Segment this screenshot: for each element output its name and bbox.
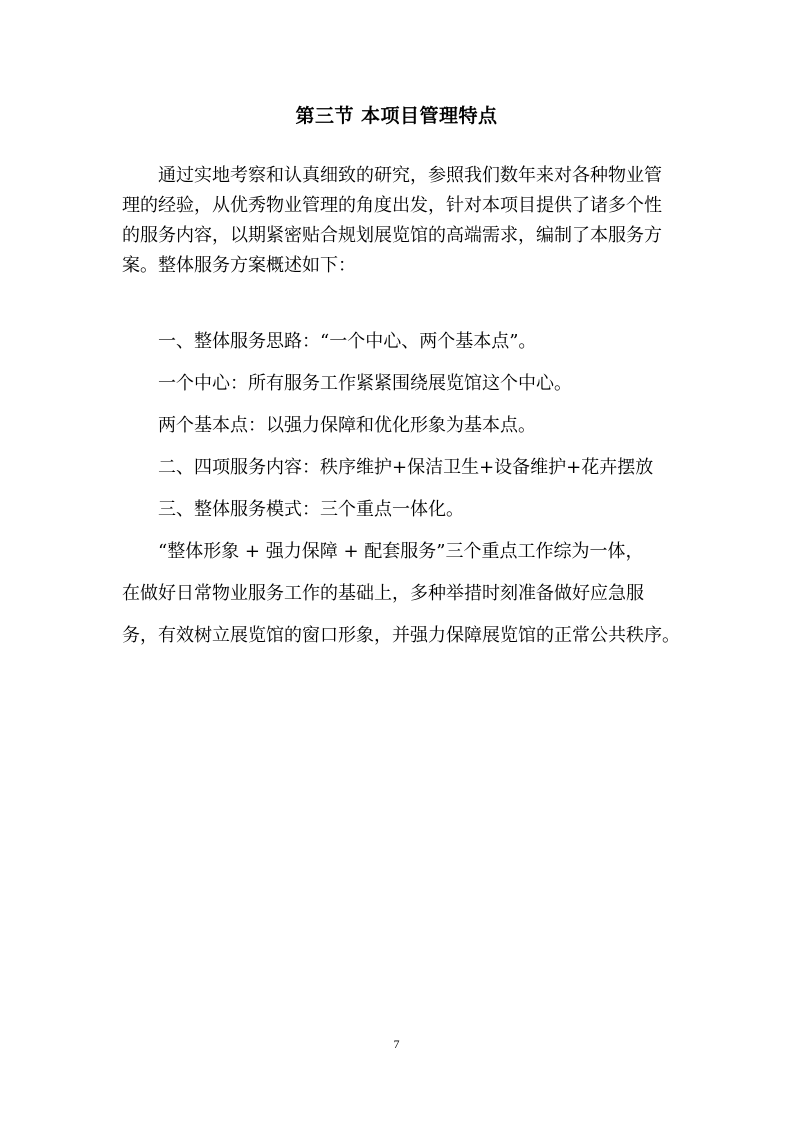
point-list [122,453,674,483]
intro-line: 通过实地考察和认真细致的研究，参照我们数年来对各种物业管 [158,165,662,186]
point-item: 三、整体服务模式：三个重点一体化。 [158,499,464,520]
closing-line: 务，有效树立展览馆的窗口形象，并强力保障展览馆的正常公共秩序。 [122,625,680,646]
point-item: 一个中心：所有服务工作紧紧围绕展览馆这个中心。 [158,373,572,394]
point-item: 两个基本点：以强力保障和优化形象为基本点。 [158,415,536,436]
point-list [122,411,674,441]
closing-line: 在做好日常物业服务工作的基础上，多种举措时刻准备做好应急服 [122,583,644,604]
page-number: 7 [393,1037,400,1051]
intro-line: 案。整体服务方案概述如下： [122,255,356,276]
intro-line: 理的经验，从优秀物业管理的角度出发，针对本项目提供了诸多个性 [122,195,662,216]
section-heading: 第三节 本项目管理特点 [295,105,498,127]
point-item: 一、整体服务思路：“一个中心、两个基本点”。 [158,331,537,352]
closing-line: “整体形象 + 强力保障 + 配套服务”三个重点工作综为一体， [158,541,644,562]
point-list [122,327,674,357]
point-list [122,495,674,525]
point-item: 二、四项服务内容：秩序维护+保洁卫生+设备维护+花卉摆放 [158,457,654,478]
point-list [122,369,674,399]
closing-paragraph [122,537,680,651]
intro-paragraph [122,161,674,281]
intro-line: 的服务内容，以期紧密贴合规划展览馆的高端需求，编制了本服务方 [122,225,662,246]
